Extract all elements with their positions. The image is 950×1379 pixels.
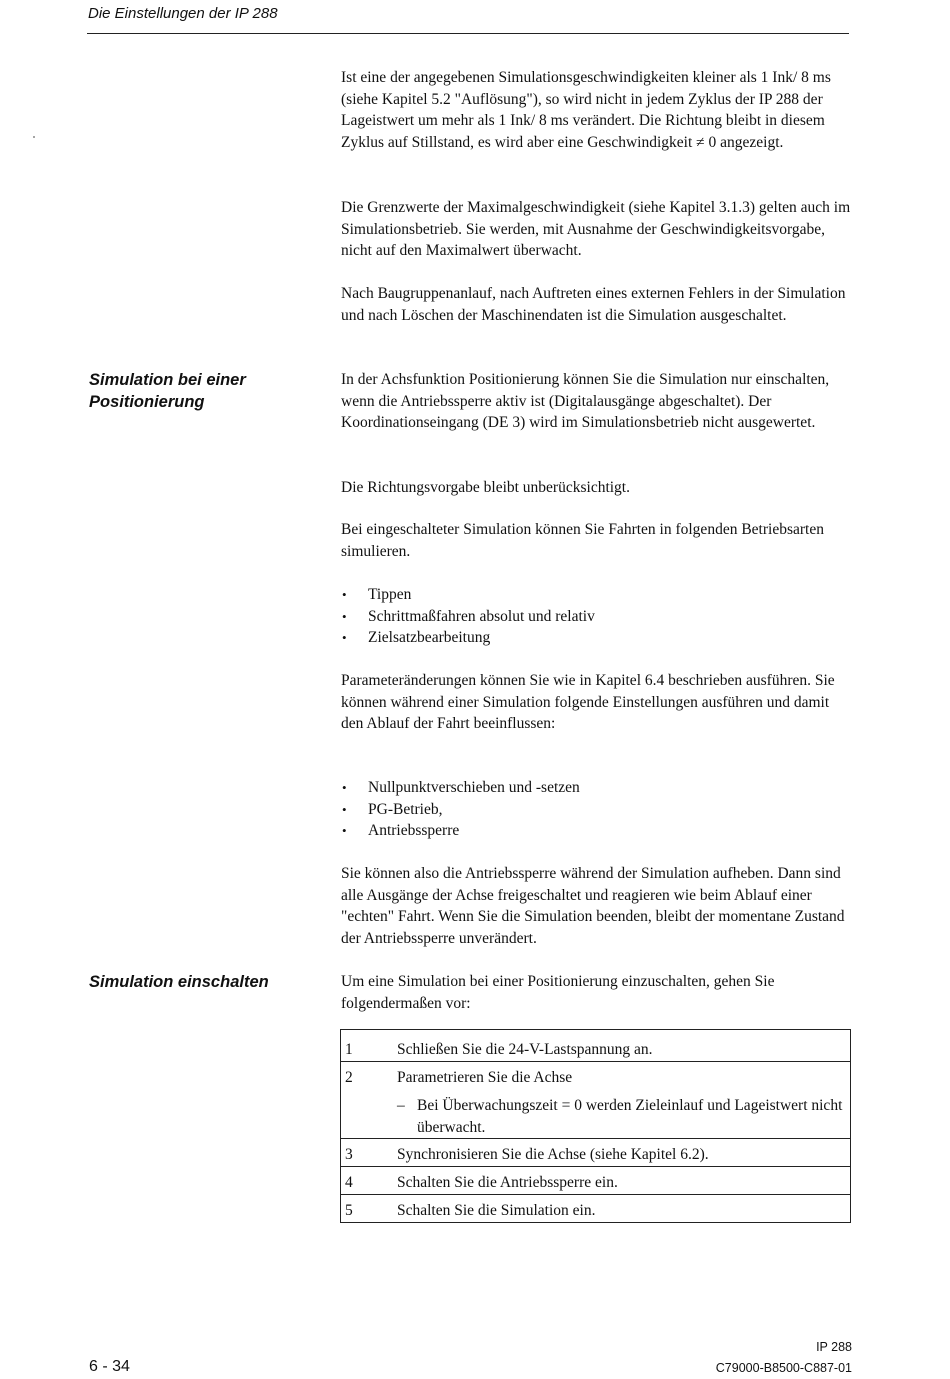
positionierung-paragraph-4: Parameteränderungen können Sie wie in Kapitel 6.4 beschrieben ausführen. Sie können während einer Simulation folgende Einstellungen ausführen und damit den Ablauf der Fahrt beeinflussen: (341, 672, 835, 733)
positionierung-paragraph-1: In der Achsfunktion Positionierung können Sie die Simulation nur einschalten, wenn die Antriebssperre aktiv ist (Digitalausgänge abgeschaltet). Der Koordinationseingang (DE 3) wird im Simulationsbetrieb nicht ausgewertet. (341, 371, 830, 432)
intro-paragraph-2: Die Grenzwerte der Maximalgeschwindigkeit (siehe Kapitel 3.1.3) gelten auch im Simulationsbetrieb. Sie werden, mit Ausnahme der Geschwindigkeitsvorgabe, nicht auf den Maximalwert überwacht. (341, 199, 851, 260)
step-text: Schließen Sie die 24-V-Lastspannung an. (397, 1041, 653, 1058)
scan-speck (33, 136, 35, 138)
positionierung-paragraph-5: Sie können also die Antriebssperre während der Simulation aufheben. Dann sind alle Ausgänge der Achse freigeschaltet und reagieren wie beim Ablauf einer "echten" Fahrt. Wenn Sie die Simulation beenden, bleibt der momentane Zustand der Antriebssperre unverändert. (341, 865, 845, 948)
einschalten-intro: Um eine Simulation bei einer Positionierung einzuschalten, gehen Sie folgendermaßen vor: (341, 973, 775, 1012)
list-item: • Nullpunktverschieben und -setzen (341, 777, 841, 799)
step-number: 5 (345, 1202, 353, 1220)
positionierung-paragraph-2: Die Richtungsvorgabe bleibt unberücksichtigt. (341, 479, 630, 496)
bullet-icon: • (342, 630, 347, 646)
list-item: • Antriebssperre (341, 820, 841, 842)
step-cell (397, 1062, 851, 1139)
einstellungen-list (341, 777, 841, 842)
step-text: Schalten Sie die Antriebssperre ein. (397, 1174, 618, 1192)
step-sub-text: Bei Überwachungszeit = 0 werden Zieleinlauf und Lageistwert nicht überwacht. (417, 1097, 843, 1136)
page-number: 6 - 34 (89, 1358, 130, 1375)
positionierung-paragraph-3: Bei eingeschalteter Simulation können Sie Fahrten in folgenden Betriebsarten simulieren. (341, 521, 824, 560)
bullet-icon: • (342, 608, 347, 624)
section-heading-einschalten: Simulation einschalten (89, 973, 269, 991)
table-row (341, 1062, 851, 1139)
step-text: Schalten Sie die Simulation ein. (397, 1202, 596, 1220)
list-item: • Schrittmaßfahren absolut und relativ (341, 606, 841, 628)
footer-product: IP 288 (816, 1340, 852, 1354)
bullet-icon: • (342, 823, 347, 839)
step-number: 2 (345, 1069, 353, 1086)
section-heading-positionierung: Simulation bei einer Positionierung (89, 371, 246, 411)
intro-paragraph-3: Nach Baugruppenanlauf, nach Auftreten eines externen Fehlers in der Simulation und nach Löschen der Maschinendaten ist die Simulation ausgeschaltet. (341, 285, 846, 324)
step-number: 3 (345, 1146, 353, 1164)
list-item: • Tippen (341, 584, 841, 606)
dash-icon: – (397, 1097, 405, 1114)
steps-table (340, 1029, 851, 1223)
bullet-icon: • (342, 780, 347, 795)
intro-paragraph-1: Ist eine der angegebenen Simulationsgeschwindigkeiten kleiner als 1 Ink/ 8 ms (siehe Kapitel 5.2 "Auflösung"), so wird nicht in jedem Zyklus der IP 288 der Lageistwert um mehr als 1 Ink/ 8 ms verändert. Die Richtung bleibt in diesem Zyklus auf Stillstand, es wird aber eine Geschwindigkeit ≠ 0 angezeigt. (341, 69, 831, 152)
footer-order-number: C79000-B8500-C887-01 (715, 1361, 852, 1375)
step-number: 4 (345, 1174, 353, 1192)
list-item: • PG-Betrieb, (341, 799, 841, 821)
step-text: Synchronisieren Sie die Achse (siehe Kapitel 6.2). (397, 1146, 709, 1164)
header-rule (87, 33, 849, 34)
step-number: 1 (345, 1041, 353, 1058)
table-row (341, 1030, 851, 1062)
step-text: Parametrieren Sie die Achse (397, 1069, 573, 1086)
running-header: Die Einstellungen der IP 288 (88, 5, 278, 22)
table-row (341, 1195, 851, 1223)
list-item: • Zielsatzbearbeitung (341, 627, 841, 649)
table-row (341, 1139, 851, 1167)
step-sub-item (397, 1095, 850, 1138)
bullet-icon: • (342, 587, 347, 602)
bullet-icon: • (342, 801, 347, 817)
betriebsarten-list (341, 584, 841, 649)
table-row (341, 1167, 851, 1195)
